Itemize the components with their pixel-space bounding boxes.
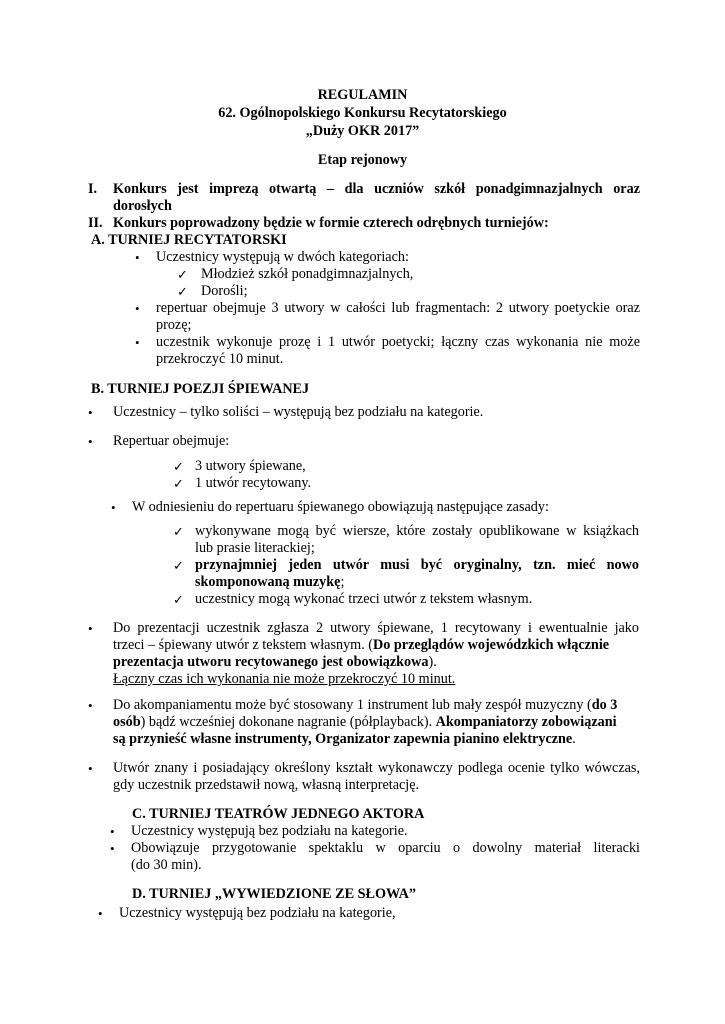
document-edition: „Duży OKR 2017” [305,123,420,139]
accompaniment-line-1-a: Do akompaniamentu może być stosowany 1 instrument lub mały zespół muzyczny ( [113,697,592,713]
bullet-icon: • [111,500,116,515]
presentation-line-3-end: ). [428,654,437,670]
check-icon: ✓ [177,267,188,282]
presentation-line-1: Do prezentacji uczestnik zgłasza 2 utwory śpiewane, 1 recytowany i ewentualnie jako [113,620,639,636]
presentation-line-2 [113,637,609,654]
bullet-icon: • [88,698,93,713]
presentation-line-2-bold: Do przeglądów wojewódzkich włącznie [373,637,610,653]
section-a-time-limit: uczestnik wykonuje prozę i 1 utwór poetycki; łączny czas wykonania nie może [156,334,640,350]
category-youth: Młodzież szkół ponadgimnazjalnych, [201,266,414,282]
rule-original-cont [195,574,344,591]
bullet-icon: • [98,906,103,921]
check-icon: ✓ [173,459,184,474]
rule-original-punct: ; [340,574,345,590]
roman-ii-text: Konkurs poprowadzony będzie w formie czterech odrębnych turniejów: [113,215,549,231]
bullet-icon: • [135,250,140,265]
accompaniment-line-3 [113,731,576,748]
accompaniment-line-1 [113,697,617,714]
section-a-repertoire-cont: prozę; [156,317,192,333]
bullet-icon: • [88,761,93,776]
section-d-heading: D. TURNIEJ „WYWIEDZIONE ZE SŁOWA” [132,886,416,902]
bullet-icon: • [88,405,93,420]
section-a-categories: Uczestnicy występują w dwóch kategoriach: [156,249,409,265]
presentation-line-3-bold: prezentacja utworu recytowanego jest obowiązkowa [113,654,429,670]
rule-published: wykonywane mogą być wiersze, które zostały opublikowane w książkach [195,523,639,539]
roman-i-number: I. [88,181,98,197]
section-c-requirement: Obowiązuje przygotowanie spektaklu w oparciu o dowolny materiał literacki [131,840,640,856]
section-c-participants: Uczestnicy występują bez podziału na kategorie. [131,823,408,839]
presentation-line-2-a: trzeci – śpiewany utwór z tekstem własnym. ( [113,637,374,653]
bullet-icon: • [88,434,93,449]
repertoire-sung: 3 utwory śpiewane, [195,458,306,474]
bullet-icon: • [110,841,115,856]
presentation-line-3 [113,654,437,671]
roman-i-text-cont: dorosłych [113,198,172,214]
roman-ii-number: II. [88,215,103,231]
check-icon: ✓ [173,524,184,539]
rule-original: przynajmniej jeden utwór musi być oryginalny, tzn. mieć nowo [195,557,639,573]
presentation-time-limit: Łączny czas ich wykonania nie może przekroczyć 10 minut. [113,671,456,687]
stage-title: Etap rejonowy [317,152,408,168]
repertoire-recited: 1 utwór recytowany. [195,475,312,491]
accompaniment-line-3-bold: są przynieść własne instrumenty, Organizator zapewnia pianino elektryczne [113,731,573,747]
section-b-rules-intro: W odniesieniu do repertuaru śpiewanego obowiązują następujące zasady: [132,499,549,515]
section-b-heading: B. TURNIEJ POEZJI ŚPIEWANEJ [91,381,310,397]
section-b-repertoire: Repertuar obejmuje: [113,433,230,449]
interpretation-line-2: gdy uczestnik przedstawił nową, własną interpretację. [113,777,420,793]
section-a-heading: A. TURNIEJ RECYTATORSKI [91,232,287,248]
rule-published-cont: lub prasie literackiej; [195,540,315,556]
section-b-participants: Uczestnicy – tylko soliści – występują bez podziału na kategorie. [113,404,484,420]
bullet-icon: • [135,335,140,350]
roman-i-text: Konkurs jest imprezą otwartą – dla uczniów szkół ponadgimnazjalnych oraz [113,181,640,197]
bullet-icon: • [88,621,93,636]
bullet-icon: • [135,301,140,316]
section-a-time-limit-cont: przekroczyć 10 minut. [156,351,284,367]
check-icon: ✓ [177,284,188,299]
accompaniment-line-1-bold: do 3 [591,697,618,713]
check-icon: ✓ [173,558,184,573]
section-c-heading: C. TURNIEJ TEATRÓW JEDNEGO AKTORA [132,806,425,822]
accompaniment-line-2-bold-c: Akompaniatorzy zobowiązani [435,714,617,730]
accompaniment-line-2-bold-a: osób [113,714,141,730]
bullet-icon: • [110,824,115,839]
rule-original-bold: skomponowaną muzykę [195,574,341,590]
category-adults: Dorośli; [201,283,248,299]
interpretation-line-1: Utwór znany i posiadający określony kształt wykonawczy podlega ocenie tylko wówczas, [113,760,640,776]
check-icon: ✓ [173,592,184,607]
section-d-participants: Uczestnicy występują bez podziału na kategorie, [119,905,396,921]
section-a-repertoire: repertuar obejmuje 3 utwory w całości lub fragmentach: 2 utwory poetyckie oraz [156,300,640,316]
document-subtitle: 62. Ogólnopolskiego Konkursu Recytatorskiego [218,105,507,121]
check-icon: ✓ [173,476,184,491]
document-title: REGULAMIN [317,87,408,103]
accompaniment-line-3-end: . [572,731,576,747]
section-c-requirement-cont: (do 30 min). [131,857,202,873]
rule-own-text: uczestnicy mogą wykonać trzeci utwór z tekstem własnym. [195,591,533,607]
accompaniment-line-2 [113,714,617,731]
accompaniment-line-2-b: ) bądź wcześniej dokonane nagranie (półplayback). [140,714,436,730]
